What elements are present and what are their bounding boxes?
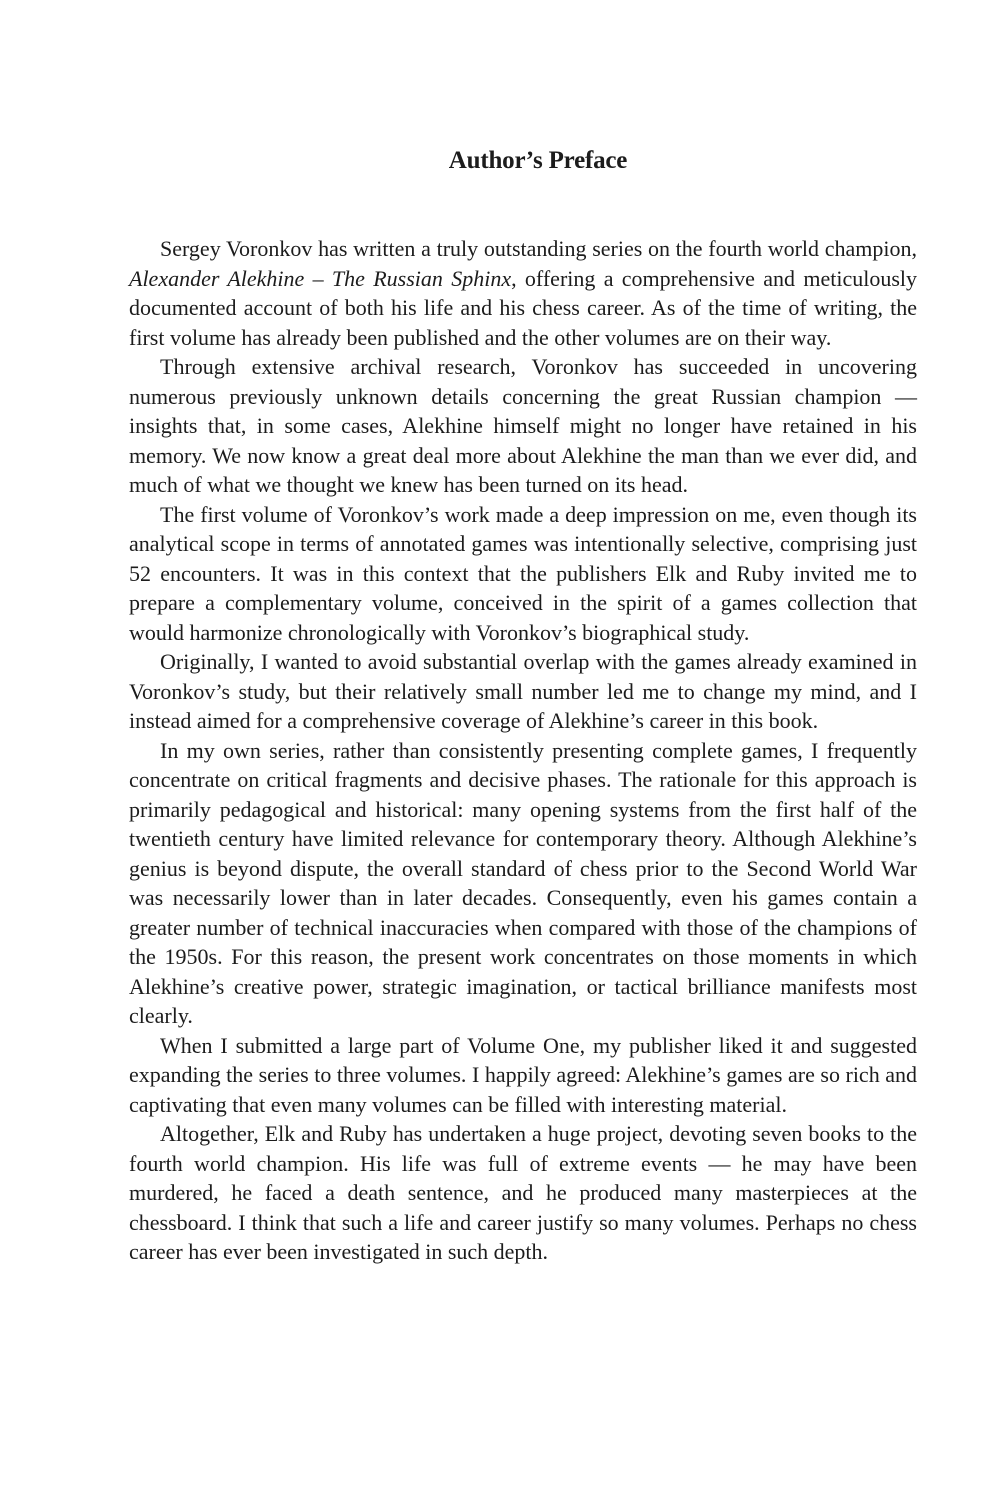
- paragraph-7: Altogether, Elk and Ruby has undertaken a huge project, devoting seven books to the fourth world champion. His life was full of extreme events — he may have been murdered, he faced a death sentence, and he produced many masterpieces at the chessboard. I think that such a life and career justify so many volumes. Perhaps no chess career has ever been investigated in such depth.: [129, 1121, 917, 1264]
- paragraph-3: The first volume of Voronkov’s work made a deep impression on me, even though its analytical scope in terms of annotated games was intentionally selective, comprising just 52 encounters. It was in this context that the publishers Elk and Ruby invited me to prepare a complementary volume, conceived in the spirit of a games collection that would harmonize chronologically with Voronkov’s biographical study.: [129, 501, 917, 645]
- page-title: Author’s Preface: [448, 147, 628, 174]
- paragraph-5: In my own series, rather than consistently presenting complete games, I frequently concentrate on critical fragments and decisive phases. The rationale for this approach is primarily pedagogical and historical: many opening systems from the first half of the twentieth century have limited relevance for contemporary theory. Although Alekhine’s genius is beyond dispute, the overall standard of chess prior to the Second World War was necessarily lower than in later decades. Consequently, even his games contain a greater number of technical inaccuracies when compared with those of the champions of the 1950s. For this reason, the present work concentrates on those moments in which Alekhine’s creative power, strategic imagination, or tactical brilliance manifests most clearly.: [129, 737, 917, 1028]
- paragraph-1-after: , offering a comprehensive and meticulously documented account of both his life and his chess career. As of the time of writing, the first volume has already been published and the other volumes are on their way.: [129, 265, 917, 350]
- paragraph-4: Originally, I wanted to avoid substantial overlap with the games already examined in Voronkov’s study, but their relatively small number led me to change my mind, and I instead aimed for a comprehensive coverage of Alekhine’s career in this book.: [129, 649, 917, 733]
- book-title-italic: Alexander Alekhine – The Russian Sphinx: [129, 265, 512, 291]
- paragraph-1: [129, 234, 917, 352]
- paragraph-2: Through extensive archival research, Voronkov has succeeded in uncovering numerous previously unknown details concerning the great Russian champion — insights that, in some cases, Alekhine himself might no longer have retained in his memory. We now know a great deal more about Alekhine the man than we ever did, and much of what we thought we knew has been turned on its head.: [129, 354, 917, 497]
- paragraph-1-before: Sergey Voronkov has written a truly outstanding series on the fourth world champion,: [160, 236, 917, 261]
- paragraph-6: When I submitted a large part of Volume One, my publisher liked it and suggested expanding the series to three volumes. I happily agreed: Alekhine’s games are so rich and captivating that even many volumes can be filled with interesting material.: [129, 1032, 917, 1117]
- preface-body: [129, 234, 917, 1267]
